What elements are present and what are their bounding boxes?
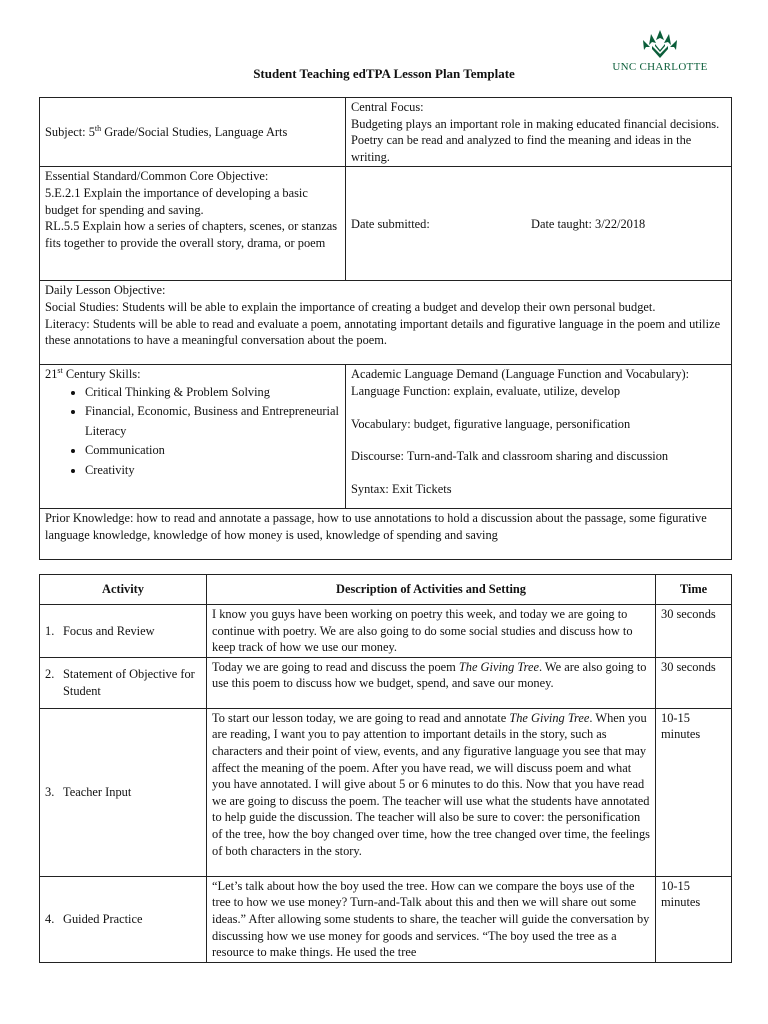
prior-knowledge-cell [40,509,732,560]
daily-objective-literacy: Literacy: Students will be able to read and evaluate a poem, annotating important details and figurative language in the poem and utilize these annotations to have a meaningful conversation about the poem. [45,316,721,348]
desc-text: “Let’s talk about how the boy used the tree. How can we compare the boys use of the tree to how we use money? Turn-and-Talk about this and then we will share out some ideas.” After allowing some students to share, the teacher will guide the conversation by discussing how we use money for goods and services. “The boy used the tree as a resource to make things. He used the tree [212,878,650,960]
academic-language-cell [346,365,732,509]
poem-title: The Giving Tree [509,710,590,725]
desc-text: . We are also going to use this poem to discuss how we budget, spend, and save our money. [212,659,647,691]
time-cell: 10-15 minutes [656,876,732,962]
logo-text: UNC CHARLOTTE [612,61,708,73]
activity-name: Guided Practice [63,911,143,926]
description-cell [207,657,656,708]
activity-cell [40,605,207,658]
lesson-plan-table [39,97,732,560]
skills-list [45,383,340,481]
description-cell [207,876,656,962]
table-row [40,876,732,962]
standard-1: 5.E.2.1 Explain the importance of developing a basic budget for spending and saving. [45,185,308,217]
activity-number: 4. [45,911,55,926]
subject-sup: th [94,123,102,133]
skills-sup: st [57,366,63,376]
desc-text: . When you are reading, I want you to pay attention to important details in the story, such as characters and their point of view, events, and any figurative language you see that may affect the meaning of the poem. After you have read, we will discuss poem and what you have annotated. I will give about 5 or 6 minutes to do this. Now that you have read we are going to discuss the poem. The teacher will use what the students have annotated to help guide the discussion. The teacher will also be sure to cover: the personification of the tree, how the boy changed over time, how the tree changed over time, the feelings of both characters in the story. [212,710,650,858]
table-row [40,708,732,876]
standards-label: Essential Standard/Common Core Objective: [45,169,269,184]
dates-cell [346,167,732,281]
activity-number: 1. [45,623,55,638]
time-cell: 30 seconds [656,605,732,658]
page-title: Student Teaching edTPA Lesson Plan Template [253,66,515,81]
date-submitted-label: Date submitted: [351,216,430,231]
activity-name: Teacher Input [63,784,132,799]
skill-item: • Communication [85,441,340,461]
date-taught-label: Date taught: 3/22/2018 [531,216,646,231]
activity-cell [40,657,207,708]
activity-name: Statement of Objective for Student [63,667,195,698]
desc-text: Today we are going to read and discuss the poem [212,659,459,674]
poem-title: The Giving Tree [458,659,539,674]
description-cell [207,708,656,876]
activity-number: 3. [45,784,55,799]
standard-2: RL.5.5 Explain how a series of chapters, scenes, or stanzas fits together to provide the overall story, drama, or poem [45,219,338,250]
daily-objective-social: Social Studies: Students will be able to explain the importance of creating a budget and develop their own personal budget. [45,299,656,314]
time-cell: 10-15 minutes [656,708,732,876]
skill-item: • Financial, Economic, Business and Entrepreneurial Literacy [85,402,340,441]
standards-cell [40,167,346,281]
activity-header: Activity [40,575,207,605]
discourse: Discourse: Turn-and-Talk and classroom sharing and discussion [351,449,669,464]
century-skills-cell [40,365,346,509]
language-function: Language Function: explain, evaluate, utilize, develop [351,383,621,398]
vocabulary: Vocabulary: budget, figurative language, personification [351,416,631,431]
description-header: Description of Activities and Setting [207,575,656,605]
activity-cell [40,708,207,876]
time-cell: 30 seconds [656,657,732,708]
table-row [40,605,732,658]
subject-suffix: Grade/Social Studies, Language Arts [101,124,288,139]
syntax: Syntax: Exit Tickets [351,481,452,496]
subject-cell [40,98,346,167]
subject-prefix: Subject: 5 [45,124,95,139]
table-row [40,657,732,708]
skills-prefix: 21 [45,367,58,382]
activity-cell [40,876,207,962]
daily-objective-label: Daily Lesson Objective: [45,283,166,298]
central-focus-label: Central Focus: [351,100,424,114]
academic-language-label: Academic Language Demand (Language Function and Vocabulary): [351,367,690,382]
description-cell: I know you guys have been working on poetry this week, and today we are going to continue with poetry. We are also going to do some social studies and discuss how to keep track of how we use our money. [207,605,656,658]
activity-number: 2. [45,667,55,682]
crown-leaf-icon [638,28,682,60]
skill-item: • Critical Thinking & Problem Solving [85,383,340,403]
daily-objective-cell [40,281,732,365]
time-header: Time [656,575,732,605]
central-focus-text: Budgeting plays an important role in making educated financial decisions. Poetry can be read and analyzed to find the meaning and ideas in the writing. [351,116,720,164]
central-focus-cell [346,98,732,167]
skills-suffix: Century Skills: [62,367,141,382]
activity-name: Focus and Review [63,623,155,638]
prior-knowledge: Prior Knowledge: how to read and annotate a passage, how to use annotations to hold a discussion about the passage, some figurative language knowledge, knowledge of how money is used, knowledge of spending and saving [45,511,707,542]
skill-item: • Creativity [85,461,340,481]
desc-text: To start our lesson today, we are going to read and annotate [212,710,510,725]
activities-table [39,574,732,963]
